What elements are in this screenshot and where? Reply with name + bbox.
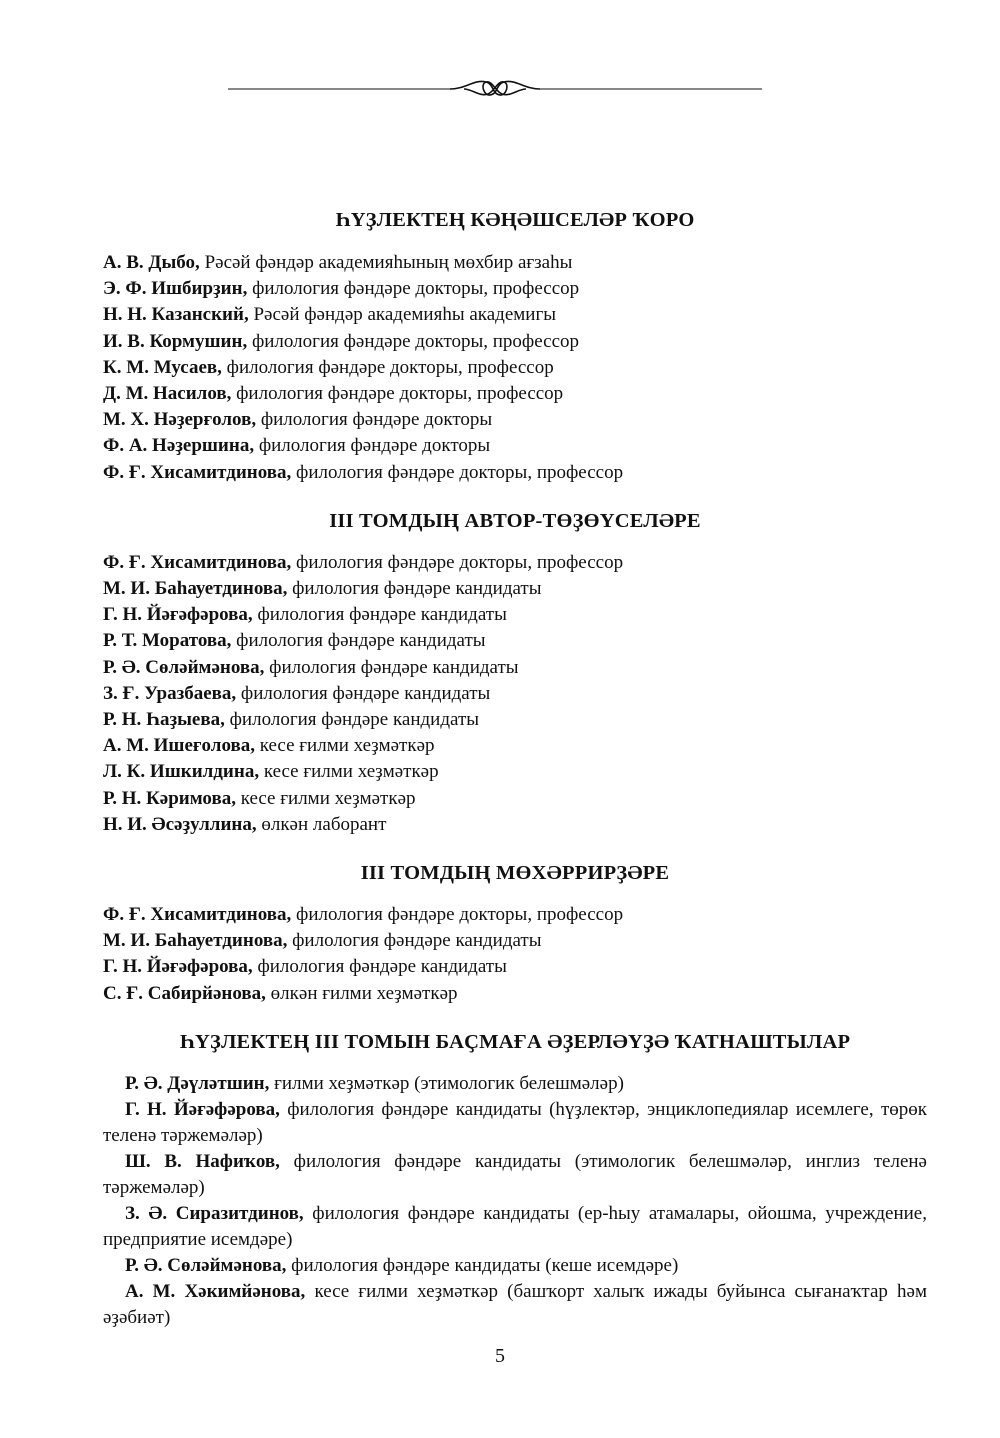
person-name: Ш. В. Нафиҡов, — [125, 1150, 280, 1172]
list-item — [103, 681, 927, 707]
list-item — [103, 302, 927, 328]
person-role: кесе ғилми хеҙмәткәр — [259, 761, 439, 783]
person-role: филология фәндәре докторы, профессор — [247, 278, 580, 300]
person-role: филология фәндәре кандидаты (ер-һыу атамалары, ойошма, учреждение, предприятие исемдәре) — [103, 1202, 927, 1250]
person-role: ғилми хеҙмәткәр (этимологик белешмәләр) — [269, 1072, 624, 1094]
person-name: И. В. Кормушин, — [103, 330, 248, 352]
person-name: М. И. Баһауетдинова, — [103, 930, 288, 952]
section-authors — [103, 507, 927, 838]
person-name: А. М. Хәкимйәнова, — [125, 1280, 306, 1302]
list-item — [103, 276, 927, 302]
person-name: Э. Ф. Ишбирҙин, — [103, 278, 248, 300]
section-title: ҺҮҘЛЕКТЕҢ КӘҢӘШСЕЛӘР ҠОРО — [335, 209, 695, 231]
person-role: филология фәндәре докторы, профессор — [221, 356, 554, 378]
person-name: Р. Ә. Сөләймәнова, — [103, 656, 265, 678]
person-name: Л. К. Ишкилдина, — [103, 761, 260, 783]
contributor-paragraph — [103, 1071, 927, 1097]
list-item — [103, 433, 927, 459]
person-name: А. В. Дыбо, — [103, 252, 200, 273]
person-name: Ф. Ғ. Хисамитдинова, — [103, 551, 292, 573]
person-role: филология фәндәре докторы, профессор — [231, 383, 564, 405]
council-list — [103, 250, 927, 486]
section-title: III ТОМДЫҢ АВТОР-ТӨҘӨҮСЕЛӘРЕ — [329, 509, 701, 532]
person-name: Р. Ә. Сөләймәнова, — [125, 1254, 287, 1276]
person-name: Р. Н. Кәримова, — [103, 787, 236, 809]
list-item — [103, 628, 927, 654]
person-role: филология фәндәре кандидаты — [252, 956, 507, 978]
contributor-paragraph — [103, 1279, 927, 1331]
section-council — [103, 206, 927, 486]
person-name: Д. М. Насилов, — [103, 383, 232, 405]
list-item — [103, 655, 927, 681]
person-name: С. Ғ. Сабирйәнова, — [103, 982, 266, 1004]
page-number: 5 — [495, 1345, 505, 1367]
person-role: Рәсәй фәндәр академияһының мөхбир ағзаһы — [199, 252, 573, 273]
person-role: филология фәндәре докторы, профессор — [291, 551, 624, 573]
person-name: М. И. Баһауетдинова, — [103, 578, 288, 600]
header-ornament — [228, 74, 762, 104]
authors-list — [103, 550, 927, 838]
person-name: Ф. Ғ. Хисамитдинова, — [103, 904, 292, 926]
list-item — [103, 460, 927, 486]
person-name: Г. Н. Йәғәфәрова, — [103, 956, 253, 978]
contributor-paragraph — [103, 1201, 927, 1253]
contributor-paragraph — [103, 1097, 927, 1149]
person-name: К. М. Мусаев, — [103, 356, 222, 378]
list-item — [103, 733, 927, 759]
person-name: Р. Т. Моратова, — [103, 630, 232, 652]
person-role: филология фәндәре кандидаты — [287, 578, 542, 600]
list-item — [103, 550, 927, 576]
list-item — [103, 355, 927, 381]
person-role: филология фәндәре докторы — [256, 409, 493, 431]
list-item — [103, 902, 927, 928]
person-name: Ф. А. Нәҙершина, — [103, 435, 255, 457]
list-item — [103, 812, 927, 838]
person-role: филология фәндәре кандидаты — [287, 930, 542, 952]
person-role: филология фәндәре докторы — [254, 435, 491, 457]
list-item — [103, 576, 927, 602]
person-role: филология фәндәре кандидаты — [236, 682, 491, 704]
list-item — [103, 759, 927, 785]
contributor-paragraph — [103, 1149, 927, 1201]
person-role: филология фәндәре докторы, профессор — [291, 461, 624, 483]
contributor-paragraph — [103, 1253, 927, 1279]
list-item — [103, 602, 927, 628]
list-item — [103, 381, 927, 407]
person-name: Ф. Ғ. Хисамитдинова, — [103, 461, 292, 483]
person-role: өлкән лаборант — [256, 813, 387, 835]
person-name: З. Ә. Сиразитдинов, — [125, 1202, 304, 1224]
person-role: филология фәндәре докторы, профессор — [291, 904, 624, 926]
person-role: кесе ғилми хеҙмәткәр — [254, 735, 435, 757]
person-name: А. М. Ишеғолова, — [103, 735, 255, 757]
list-item — [103, 250, 927, 276]
section-title: III ТОМДЫҢ МӨХӘРРИРҘӘРЕ — [360, 862, 670, 885]
person-role: филология фәндәре кандидаты — [252, 604, 507, 626]
person-name: Р. Ә. Дәүләтшин, — [125, 1072, 270, 1094]
person-role: Рәсәй фәндәр академияһы академигы — [248, 304, 557, 326]
person-role: өлкән ғилми хеҙмәткәр — [265, 982, 458, 1004]
person-name: Г. Н. Йәғәфәрова, — [125, 1098, 280, 1120]
content — [103, 206, 927, 1331]
list-item — [103, 786, 927, 812]
person-role: филология фәндәре кандидаты (этимологик белешмәләр, инглиз теленә тәржемәләр) — [103, 1150, 927, 1198]
section-contributors — [103, 1028, 927, 1331]
person-name: М. Х. Нәҙерғолов, — [103, 409, 257, 431]
section-title: ҺҮҘЛЕКТЕҢ III ТОМЫН БАҪМАҒА ӘҘЕРЛӘҮҘӘ ҠАТНАШТЫЛАР — [179, 1030, 851, 1053]
list-item — [103, 954, 927, 980]
person-role: филология фәндәре кандидаты — [231, 630, 486, 652]
list-item — [103, 329, 927, 355]
ornament-divider-icon — [228, 74, 762, 104]
list-item — [103, 981, 927, 1007]
person-role: филология фәндәре кандидаты — [264, 656, 519, 678]
list-item — [103, 707, 927, 733]
person-role: филология фәндәре кандидаты (кеше исемдәре) — [286, 1254, 679, 1276]
list-item — [103, 928, 927, 954]
person-name: Н. Н. Казанский, — [103, 304, 249, 326]
person-name: Н. И. Әсәҙуллина, — [103, 813, 257, 835]
editors-list — [103, 902, 927, 1007]
person-role: филология фәндәре кандидаты — [224, 709, 480, 731]
list-item — [103, 407, 927, 433]
person-role: кесе ғилми хеҙмәткәр (башҡорт халыҡ ижады буйынса сығанаҡтар һәм әҙәбиәт) — [103, 1280, 927, 1328]
person-name: З. Ғ. Уразбаева, — [103, 682, 237, 704]
section-editors — [103, 859, 927, 1007]
person-name: Р. Н. Һаҙыева, — [103, 709, 225, 731]
person-name: Г. Н. Йәғәфәрова, — [103, 604, 253, 626]
person-role: филология фәндәре докторы, профессор — [247, 330, 580, 352]
person-role: филология фәндәре кандидаты (һүҙлектәр, энциклопедиялар исемлеге, төрөк теленә тәржемәләр) — [103, 1098, 927, 1146]
person-role: кесе ғилми хеҙмәткәр — [235, 787, 416, 809]
